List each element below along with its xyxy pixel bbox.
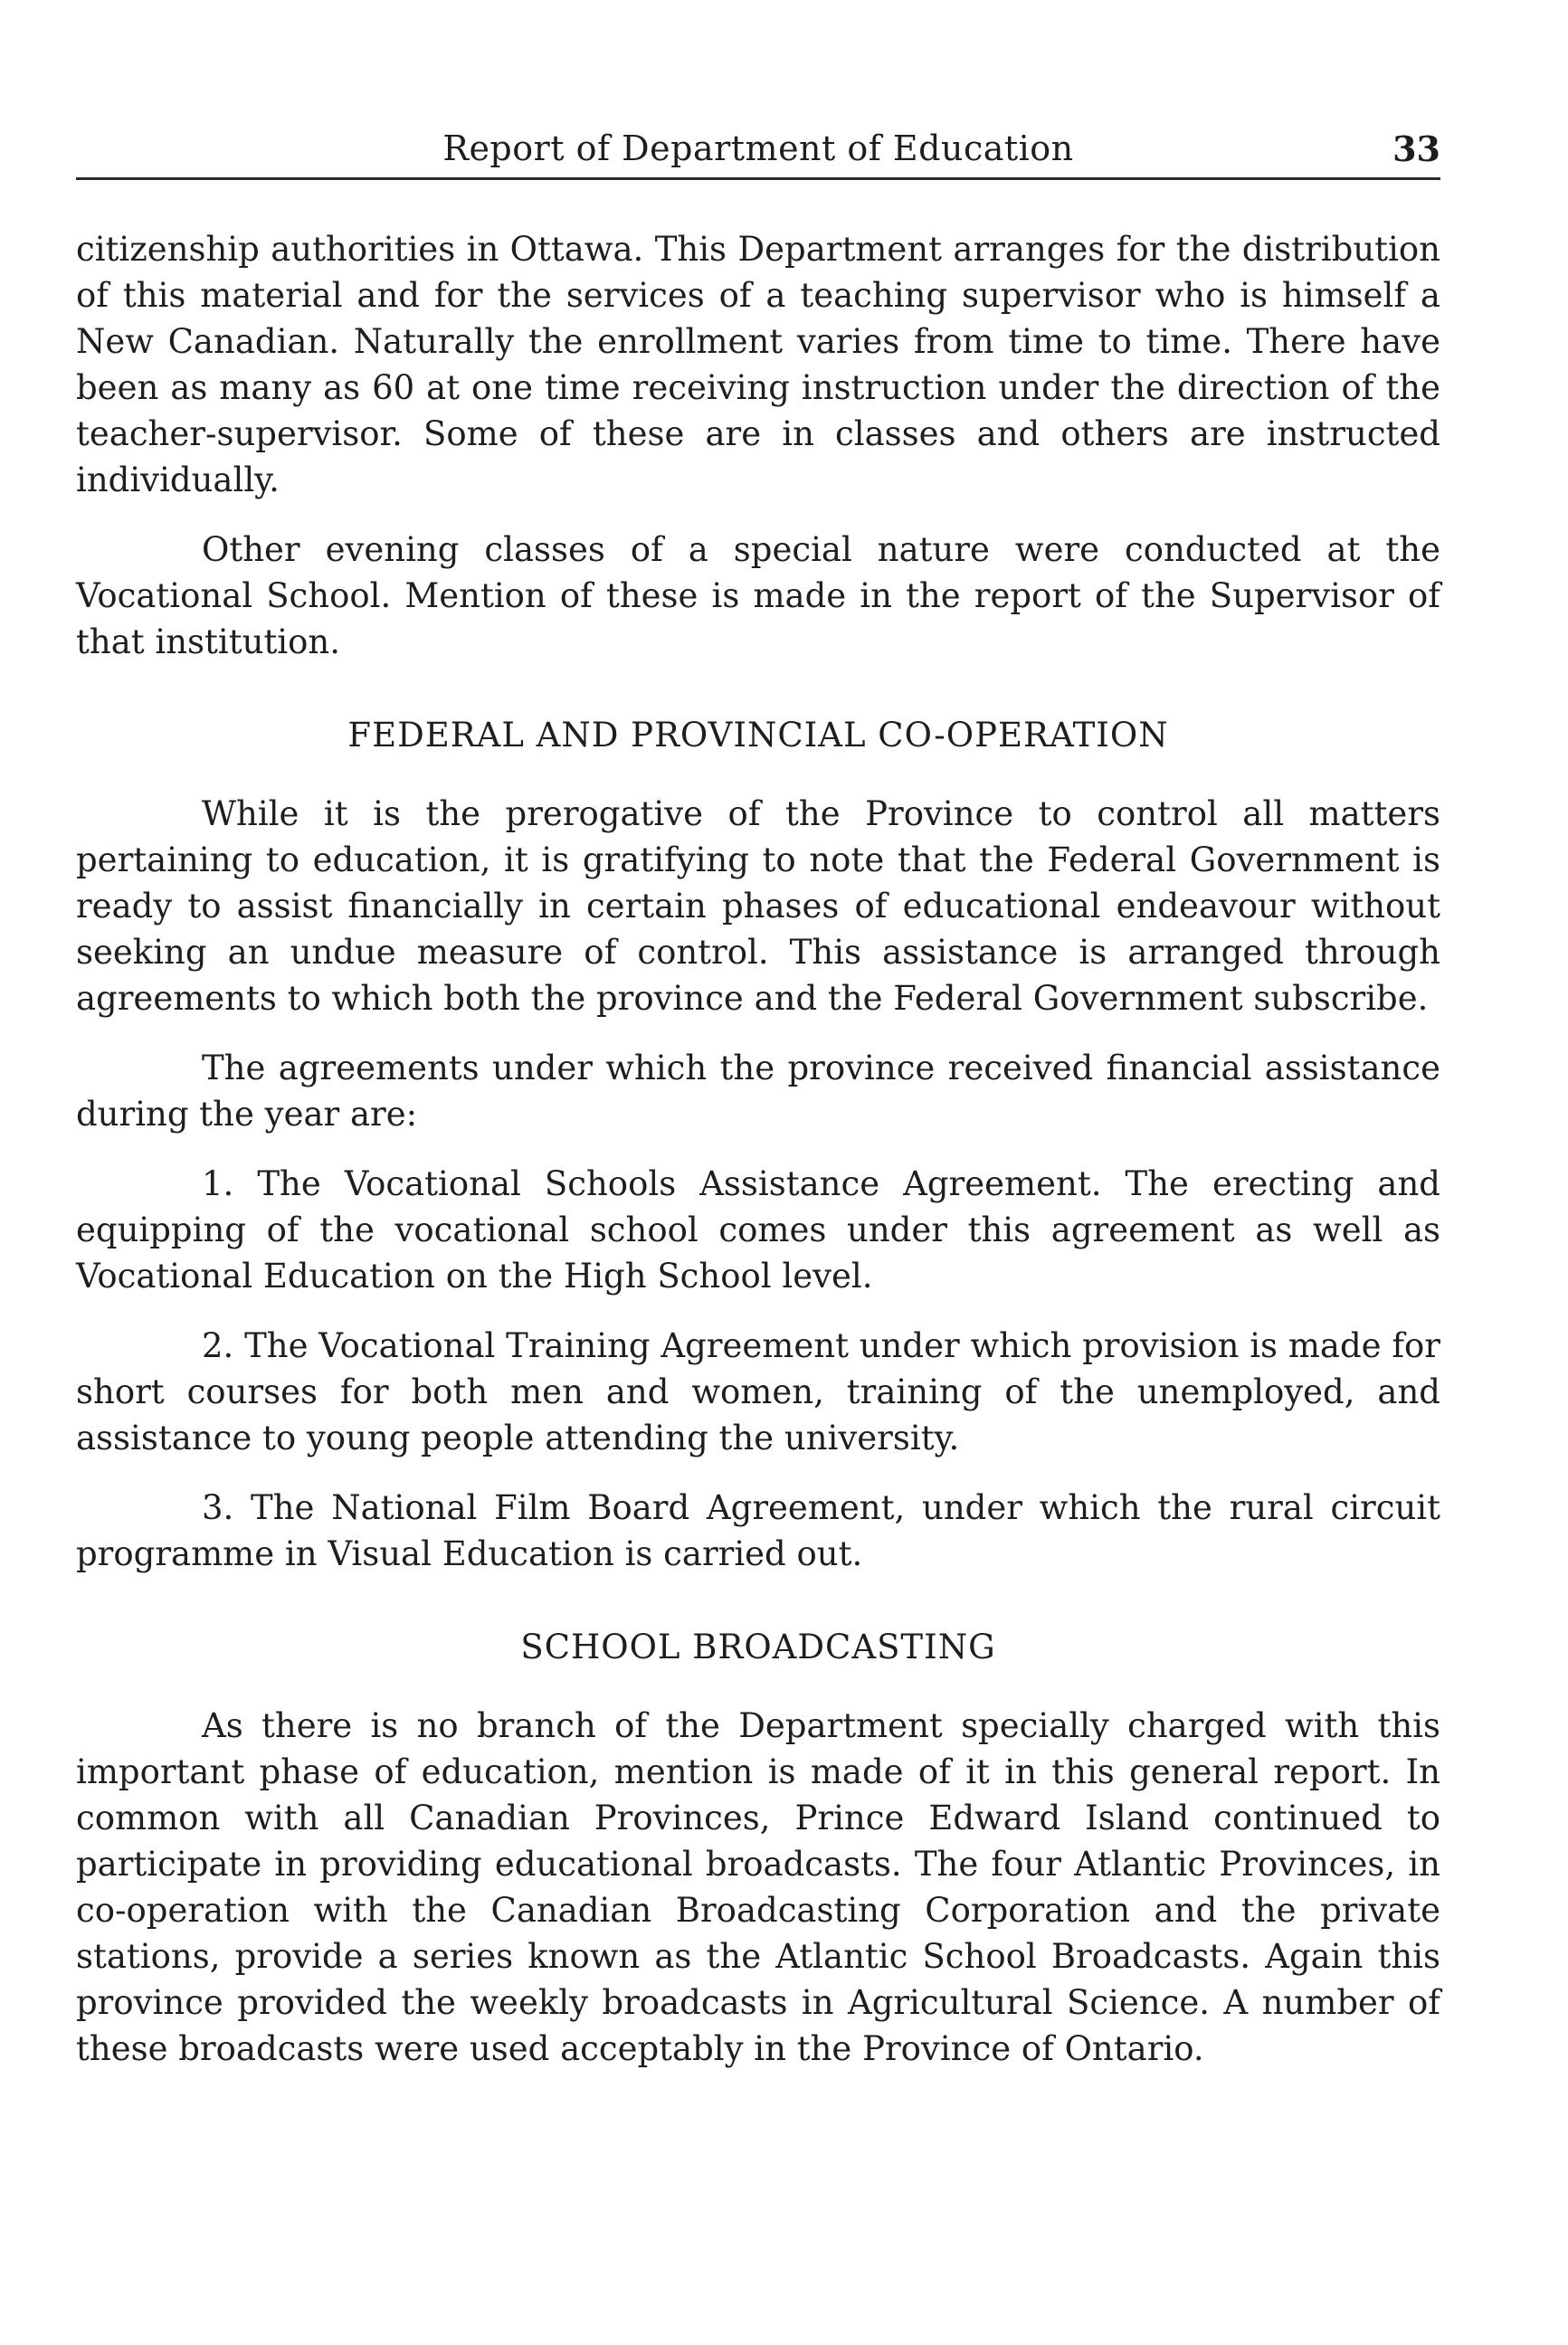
running-title: Report of Department of Education (442, 128, 1074, 168)
list-item: 1. The Vocational Schools Assistance Agreement. The erecting and equipping of the vocational school comes under this agreement as well as Vocational Education on the High School level. (76, 1164, 1440, 1296)
page-number: 33 (1392, 128, 1440, 169)
list-item: 3. The National Film Board Agreement, under which the rural circuit programme in Visual Education is carried out. (76, 1488, 1440, 1573)
paragraph: While it is the prerogative of the Province to control all matters pertaining to education, it is gratifying to note that the Federal Government is ready to assist financially in certain phases of educational endeavour without seeking an undue measure of control. This assistance is arranged through agreements to which both the province and the Federal Government subscribe. (76, 794, 1440, 1018)
paragraph-continued: citizenship authorities in Ottawa. This Department arranges for the distribution of this material and for the services of a teaching supervisor who is himself a New Canadian. Naturally the enrollment varies from time to time. There have been as many as 60 at one time receiving instruction under the direction of the teacher-supervisor. Some of these are in classes and others are instructed individually. (76, 230, 1440, 499)
list-item: 2. The Vocational Training Agreement under which provision is made for short courses for both men and women, training of the unemployed, and assistance to young people attending the university. (76, 1326, 1440, 1457)
paragraph: As there is no branch of the Department specially charged with this important phase of education, mention is made of it in this general report. In common with all Canadian Provinces, Prince Edward Island continued to participate in providing educational broadcasts. The four Atlantic Provinces, in co-operation with the Canadian Broadcasting Corporation and the private stations, provide a series known as the Atlantic School Broadcasts. Again this province provided the weekly broadcasts in Agricultural Science. A number of these broadcasts were used acceptably in the Province of Ontario. (76, 1706, 1440, 2068)
running-header (76, 123, 1440, 180)
paragraph: Other evening classes of a special nature were conducted at the Vocational School. Mention of these is made in the report of the Supervisor of that institution. (76, 530, 1440, 661)
section-heading: SCHOOL BROADCASTING (520, 1628, 996, 1666)
body-text (76, 226, 1440, 2072)
paragraph: The agreements under which the province received financial assistance during the year are: (76, 1049, 1440, 1134)
section-heading: FEDERAL AND PROVINCIAL CO-OPERATION (347, 716, 1169, 755)
